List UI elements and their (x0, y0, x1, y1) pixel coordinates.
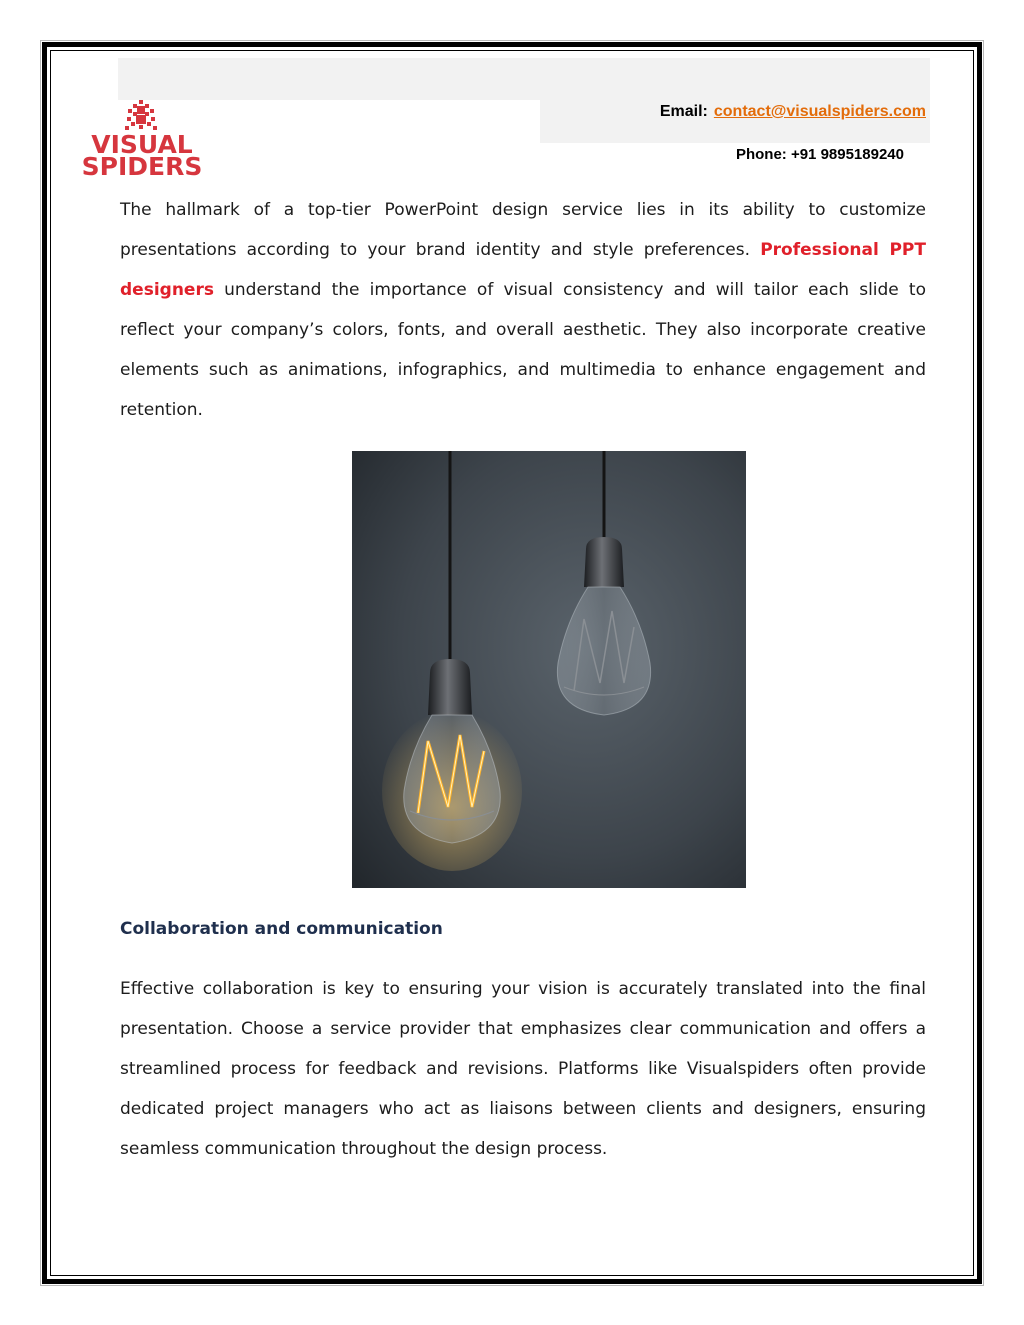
logo-text-spiders: SPIDERS (81, 152, 203, 181)
header-band (118, 58, 930, 100)
light-bulbs-illustration (254, 451, 746, 888)
email-label: Email: (659, 103, 708, 120)
section-heading: Collaboration and communication (120, 919, 443, 939)
logo-text-visual: VISUAL (91, 130, 193, 159)
creative-watermark: creative (254, 487, 328, 781)
spider-icon (118, 100, 164, 134)
intro-paragraph (120, 190, 926, 430)
email-link[interactable]: contact@visualspiders.com (713, 103, 926, 120)
light-bulbs-photo (254, 451, 746, 888)
visual-spiders-logo (80, 100, 204, 180)
email-line (660, 103, 926, 121)
phone-number: Phone: +91 9895189240 (735, 146, 904, 163)
collaboration-paragraph: Effective collaboration is key to ensuring your vision is accurately translated into the final presentation. Choose a service provider that emphasizes clear communication and offers a streamlined process for feedback and revisions. Platforms like Visualspiders often provide dedicated project managers who act as liaisons between clients and designers, ensuring seamless communication throughout the design process. (120, 979, 926, 1159)
professional-ppt-designers-link[interactable]: Professional PPT designers (120, 240, 926, 300)
intro-text-start: The hallmark of a top-tier PowerPoint design service lies in its ability to customize presentations according to your brand identity and style preferences. (120, 200, 926, 260)
intro-text-end: understand the importance of visual consistency and will tailor each slide to reflect your company’s colors, fonts, and overall aesthetic. They also incorporate creative elements such as animations, infographics, and multimedia to enhance engagement and retention. (120, 280, 926, 420)
